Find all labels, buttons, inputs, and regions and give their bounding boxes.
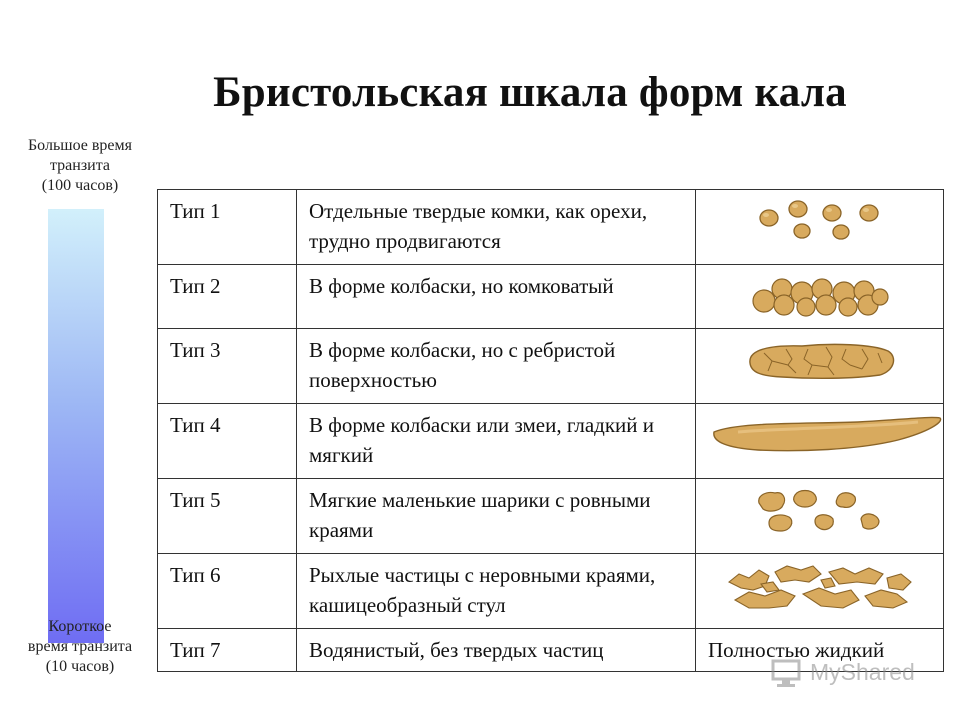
table-row — [158, 478, 944, 553]
short-transit-line: время транзита — [27, 638, 133, 655]
table-row — [158, 264, 944, 328]
illustration-cell — [696, 264, 944, 328]
description-cell: В форме колбаски или змеи, гладкий и мягкий — [297, 404, 696, 479]
type-cell: Тип 7 — [158, 628, 297, 671]
type-cell: Тип 6 — [158, 553, 297, 628]
description-cell: Отдельные твердые комки, как орехи, трудно продвигаются — [297, 190, 696, 265]
type-cell: Тип 5 — [158, 478, 297, 553]
description-cell: Водянистый, без твердых частиц — [297, 628, 696, 671]
type-cell: Тип 1 — [158, 190, 297, 265]
type-cell: Тип 3 — [158, 329, 297, 404]
long-transit-line: (100 часов) — [41, 177, 119, 194]
liquid-label-cell: Полностью жидкий — [696, 628, 944, 671]
page-title: Бристольская шкала форм кала — [213, 69, 847, 116]
lumpy-sausage-icon — [750, 271, 890, 321]
long-transit-line: транзита — [49, 157, 111, 174]
description-cell: Мягкие маленькие шарики с ровными краями — [297, 478, 696, 553]
soft-blobs-icon — [755, 485, 885, 537]
illustration-cell — [696, 190, 944, 265]
short-transit-line: (10 часов) — [45, 658, 115, 675]
illustration-cell — [696, 478, 944, 553]
long-transit-label — [0, 136, 160, 196]
watermark-logo — [768, 657, 938, 691]
cracked-sausage-icon — [742, 335, 898, 385]
description-cell: В форме колбаски, но с ребристой поверхностью — [297, 329, 696, 404]
type-cell: Тип 2 — [158, 264, 297, 328]
mushy-pieces-icon — [725, 560, 915, 614]
illustration-cell — [696, 553, 944, 628]
table-row — [158, 329, 944, 404]
smooth-snake-icon — [708, 410, 944, 460]
watermark-text: MyShared — [810, 659, 915, 685]
short-transit-line: Короткое — [48, 618, 112, 635]
table-row — [158, 190, 944, 265]
bristol-scale-table — [157, 189, 944, 672]
description-cell: Рыхлые частицы с неровными краями, кашицеобразный стул — [297, 553, 696, 628]
monitor-logo-icon — [770, 657, 806, 689]
table-row — [158, 404, 944, 479]
illustration-cell — [696, 404, 944, 479]
separate-lumps-icon — [755, 196, 885, 246]
short-transit-label — [0, 617, 160, 677]
illustration-cell — [696, 329, 944, 404]
transit-time-gradient-bar — [48, 209, 104, 643]
type-cell: Тип 4 — [158, 404, 297, 479]
table-row — [158, 553, 944, 628]
description-cell: В форме колбаски, но комковатый — [297, 264, 696, 328]
long-transit-line: Большое время — [27, 137, 132, 154]
